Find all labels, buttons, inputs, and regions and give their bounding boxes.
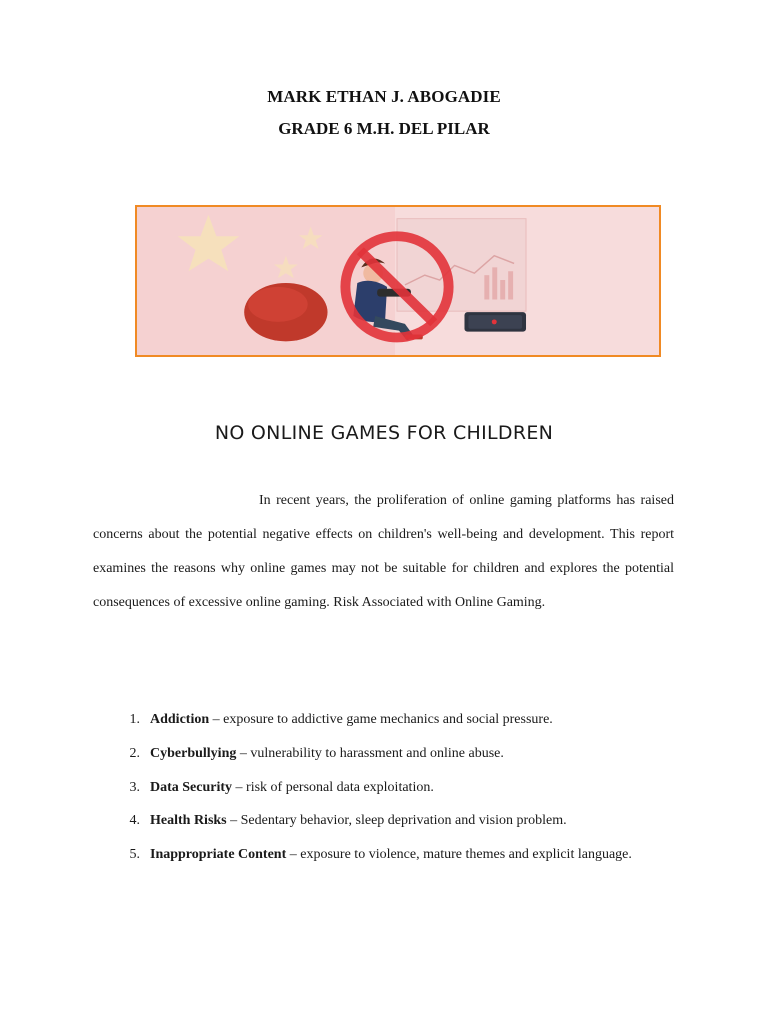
risk-item-inappropriate-content (93, 841, 693, 875)
list-item-text (150, 774, 434, 802)
risk-description: – Sedentary behavior, sleep deprivation and vision problem. (226, 813, 567, 829)
list-number: 5. (129, 847, 140, 863)
risk-term: Addiction (150, 712, 210, 727)
document-title: NO ONLINE GAMES FOR CHILDREN (214, 422, 554, 444)
list-item-text (150, 706, 553, 734)
risk-item-cyberbullying (93, 740, 693, 774)
risk-item-data-security (93, 774, 693, 808)
risk-item-addiction (93, 706, 693, 740)
list-number: 1. (129, 712, 140, 727)
risk-term: Health Risks (150, 813, 227, 829)
risk-description: – exposure to violence, mature themes and explicit language. (286, 847, 632, 863)
risk-term: Cyberbullying (150, 745, 237, 761)
risk-description: – vulnerability to harassment and online abuse. (236, 745, 504, 761)
no-gaming-illustration-icon (137, 207, 659, 355)
list-item-text (150, 807, 567, 835)
list-number: 4. (129, 813, 140, 829)
grade-section: GRADE 6 M.H. DEL PILAR (278, 119, 490, 138)
risk-item-health-risks (93, 807, 693, 841)
intro-paragraph: In recent years, the proliferation of online gaming platforms has raised concerns about the potential negative effects on children's well-being and development. This report examines the reasons why online games may not be suitable for children and explores the potential consequences of excessive online gaming. Risk Associated with Online Gaming. (93, 493, 674, 610)
risk-description: – risk of personal data exploitation. (232, 779, 434, 795)
no-gaming-image (135, 205, 661, 357)
author-name: MARK ETHAN J. ABOGADIE (267, 87, 501, 106)
list-number: 2. (129, 745, 140, 761)
list-item-text (150, 740, 504, 768)
risk-term: Inappropriate Content (150, 847, 287, 863)
list-item-text (150, 841, 632, 869)
list-number: 3. (129, 779, 140, 795)
risk-term: Data Security (150, 779, 233, 795)
risk-description: – exposure to addictive game mechanics and social pressure. (209, 712, 553, 727)
risk-list (93, 706, 693, 875)
